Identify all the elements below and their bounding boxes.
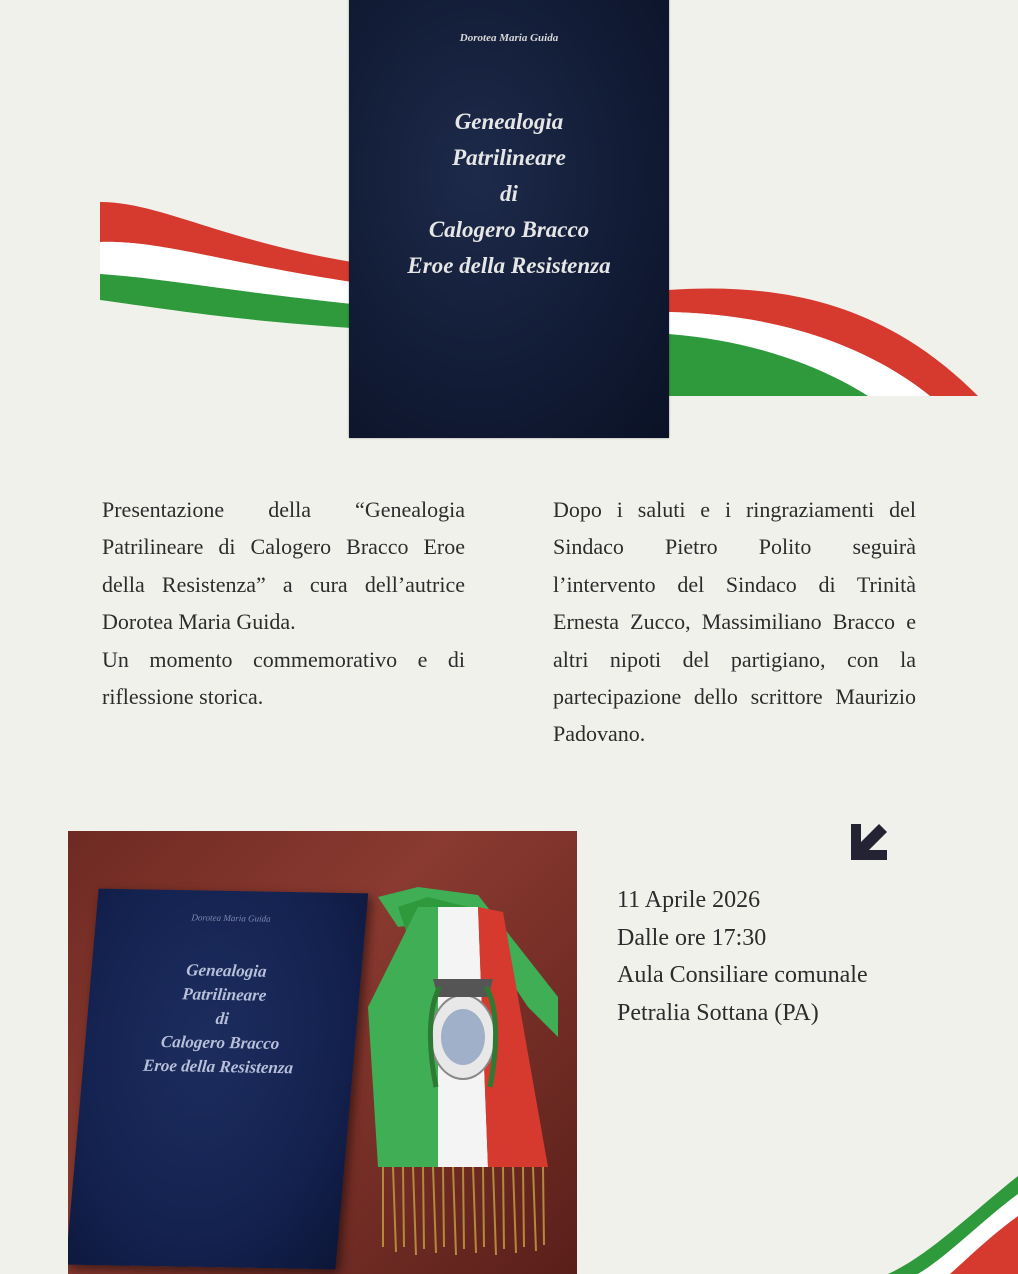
book-cover (349, 0, 669, 438)
flag-ribbon-left (100, 200, 352, 330)
cover-title-line: Eroe della Resistenza (407, 253, 611, 278)
event-date: 11 Aprile 2026 (617, 887, 761, 913)
intro-paragraph (102, 491, 465, 715)
event-photo (68, 831, 577, 1274)
cover-title-line: Patrilineare (452, 145, 566, 170)
intro-text-2: Un momento commemorativo e di riflessione storica. (102, 646, 465, 710)
flag-ribbon-right (668, 286, 980, 398)
photo-book (68, 889, 368, 1270)
flag-ribbon-corner (888, 1176, 1018, 1274)
photo-title-line: Eroe della Resistenza (142, 1055, 294, 1078)
photo-title-line: di (214, 1008, 230, 1029)
photo-title-line: Patrilineare (181, 984, 268, 1005)
cover-title-line: Genealogia (454, 109, 564, 134)
event-time: Dalle ore 17:30 (617, 924, 767, 951)
event-details (617, 882, 868, 1032)
photo-title-line: Calogero Bracco (160, 1031, 281, 1054)
photo-book-title (82, 957, 362, 1082)
cover-author: Dorotea Maria Guida (459, 32, 559, 44)
cover-title-line: Calogero Bracco (428, 217, 590, 242)
event-place: Petralia Sottana (PA) (617, 999, 819, 1026)
mayor-sash (358, 887, 573, 1267)
photo-title-line: Genealogia (185, 960, 268, 981)
event-venue: Aula Consiliare comunale (617, 962, 868, 988)
intro-text: Presentazione della “Genealogia Patrilineare di Calogero Bracco Eroe della Resistenza” a cura dell’autrice Dorotea Maria Guida. (102, 497, 465, 635)
program-paragraph: Dopo i saluti e i ringraziamenti del Sindaco Pietro Polito seguirà l’intervento del Sindaco di Trinità Ernesta Zucco, Massimiliano Bracco e altri nipoti del partigiano, con la partecipazione dello scrittore Maurizio Padovano. (553, 497, 916, 747)
arrow-down-left-icon (849, 822, 889, 862)
cover-title-line: di (500, 181, 518, 206)
photo-book-author: Dorotea Maria Guida (191, 912, 272, 924)
cover-title (349, 104, 669, 284)
